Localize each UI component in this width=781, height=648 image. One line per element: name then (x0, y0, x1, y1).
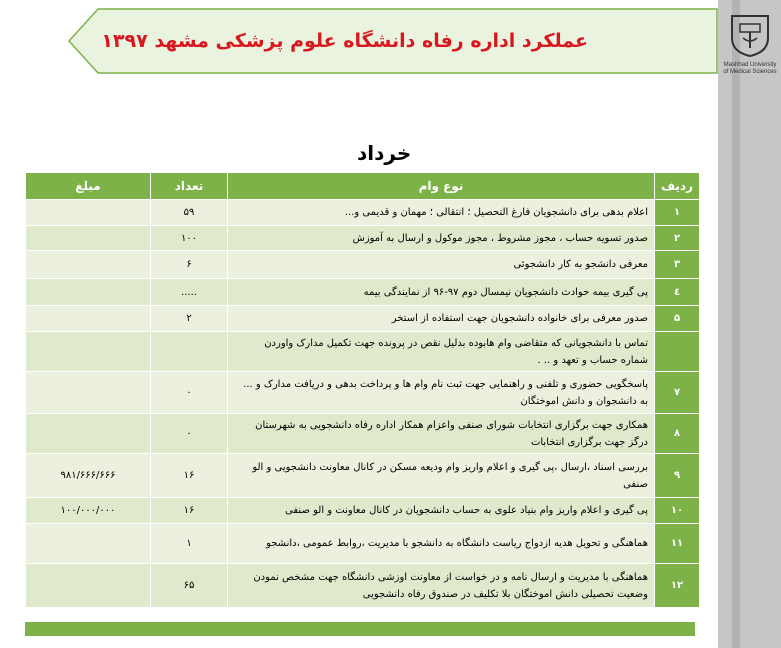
row-no: ۸ (655, 414, 700, 454)
row-no: ۷ (655, 372, 700, 414)
table-row (26, 372, 700, 414)
row-count: ۰ (151, 372, 228, 414)
row-count: ۵۹ (151, 200, 228, 226)
row-count: ۶ (151, 251, 228, 279)
row-type: بررسی اسناد ،ارسال ،پی گیری و اعلام واریز وام ودیعه مسکن در کانال معاونت دانشجویی و الو صنفی (228, 454, 655, 498)
row-count: ۱ (151, 524, 228, 564)
table-row (26, 306, 700, 332)
row-type: پی گیری بیمه حوادث دانشجویان نیمسال دوم ۹۷-۹۶ از نمایندگی بیمه (228, 279, 655, 306)
table-row (26, 279, 700, 306)
row-no: ۱۲ (655, 564, 700, 608)
row-amount (26, 279, 151, 306)
header-amount: مبلغ (26, 173, 151, 200)
table-row (26, 200, 700, 226)
row-no: ۳ (655, 251, 700, 279)
row-count: ..... (151, 279, 228, 306)
row-type: صدور معرفی برای خانواده دانشجویان جهت استفاده از استخر (228, 306, 655, 332)
row-no: ۱۱ (655, 524, 700, 564)
month-heading: خرداد (357, 141, 412, 165)
row-type: معرفی دانشجو به کار دانشجوئی (228, 251, 655, 279)
row-amount (26, 332, 151, 372)
row-no: ۱ (655, 200, 700, 226)
row-count: ۱۶ (151, 498, 228, 524)
row-count: ۱۰۰ (151, 226, 228, 251)
table-row (26, 226, 700, 251)
logo-caption: Mashhad University of Medical Sciences (723, 62, 777, 75)
row-count: ۶۵ (151, 564, 228, 608)
header-count: تعداد (151, 173, 228, 200)
row-amount (26, 251, 151, 279)
row-type: پاسخگویی حضوری و تلفنی و راهنمایی جهت ثبت نام وام ها و پرداخت بدهی و دریافت مدارک و ... به دانشجوان و دانش اموختگان (228, 372, 655, 414)
header-no: ردیف (655, 173, 700, 200)
university-logo (722, 12, 778, 78)
row-amount: ۱۰۰/۰۰۰/۰۰۰ (26, 498, 151, 524)
header-type: نوع وام (228, 173, 655, 200)
title-banner (68, 8, 718, 74)
row-type: همکاری جهت برگزاری انتخابات شورای صنفی واعزام همکار اداره رفاه دانشجویی به شهرستان درگز جهت برگزاری انتخابات (228, 414, 655, 454)
row-amount: ۹۸۱/۶۶۶/۶۶۶ (26, 454, 151, 498)
row-amount (26, 200, 151, 226)
table-row (26, 454, 700, 498)
row-type: هماهنگی با مدیریت و ارسال نامه و در خواست از معاونت اوزشی دانشگاه جهت مشخص نمودن وضعیت تحصیلی دانش اموختگان بلا تکلیف در صندوق رفاه دانشجویی (228, 564, 655, 608)
row-count (151, 332, 228, 372)
table-row (26, 498, 700, 524)
table-footer-bar (25, 622, 695, 636)
table-header-row (26, 173, 700, 200)
right-sidebar (718, 0, 781, 648)
table-row (26, 251, 700, 279)
row-no: ۵ (655, 306, 700, 332)
row-amount (26, 524, 151, 564)
table-row (26, 524, 700, 564)
row-count: ۲ (151, 306, 228, 332)
row-count: ۱۶ (151, 454, 228, 498)
row-no: ۲ (655, 226, 700, 251)
row-no (655, 332, 700, 372)
row-type: پی گیری و اعلام واریز وام بنیاد علوی به حساب دانشجویان در کانال معاونت و الو صنفی (228, 498, 655, 524)
row-no: ٤ (655, 279, 700, 306)
row-amount (26, 372, 151, 414)
row-count: ۰ (151, 414, 228, 454)
page-title: عملکرد اداره رفاه دانشگاه علوم پزشکی مشهد ۱۳۹۷ (101, 30, 588, 52)
row-type: تماس با دانشجویانی که متقاضی وام هابوده بدلیل نقص در پرونده جهت تکمیل مدارک واوردن شماره حساب و تعهد و .. . (228, 332, 655, 372)
table-row (26, 564, 700, 608)
row-no: ۹ (655, 454, 700, 498)
sidebar-stripe (732, 0, 740, 648)
row-amount (26, 564, 151, 608)
activity-table (25, 172, 700, 608)
row-amount (26, 306, 151, 332)
crest-icon (728, 12, 772, 58)
row-amount (26, 414, 151, 454)
row-type: صدور تسویه حساب ، مجوز مشروط ، مجوز موکول و ارسال به آموزش (228, 226, 655, 251)
table-row (26, 414, 700, 454)
table-row (26, 332, 700, 372)
row-type: اعلام بدهی برای دانشجویان فارغ التحصیل ؛ انتقالی ؛ مهمان و قدیمی و... (228, 200, 655, 226)
row-type: هماهنگی و تحویل هدیه ازدواج ریاست دانشگاه به دانشجو با مدیریت ،روابط عمومی ،دانشجو (228, 524, 655, 564)
row-amount (26, 226, 151, 251)
row-no: ۱۰ (655, 498, 700, 524)
